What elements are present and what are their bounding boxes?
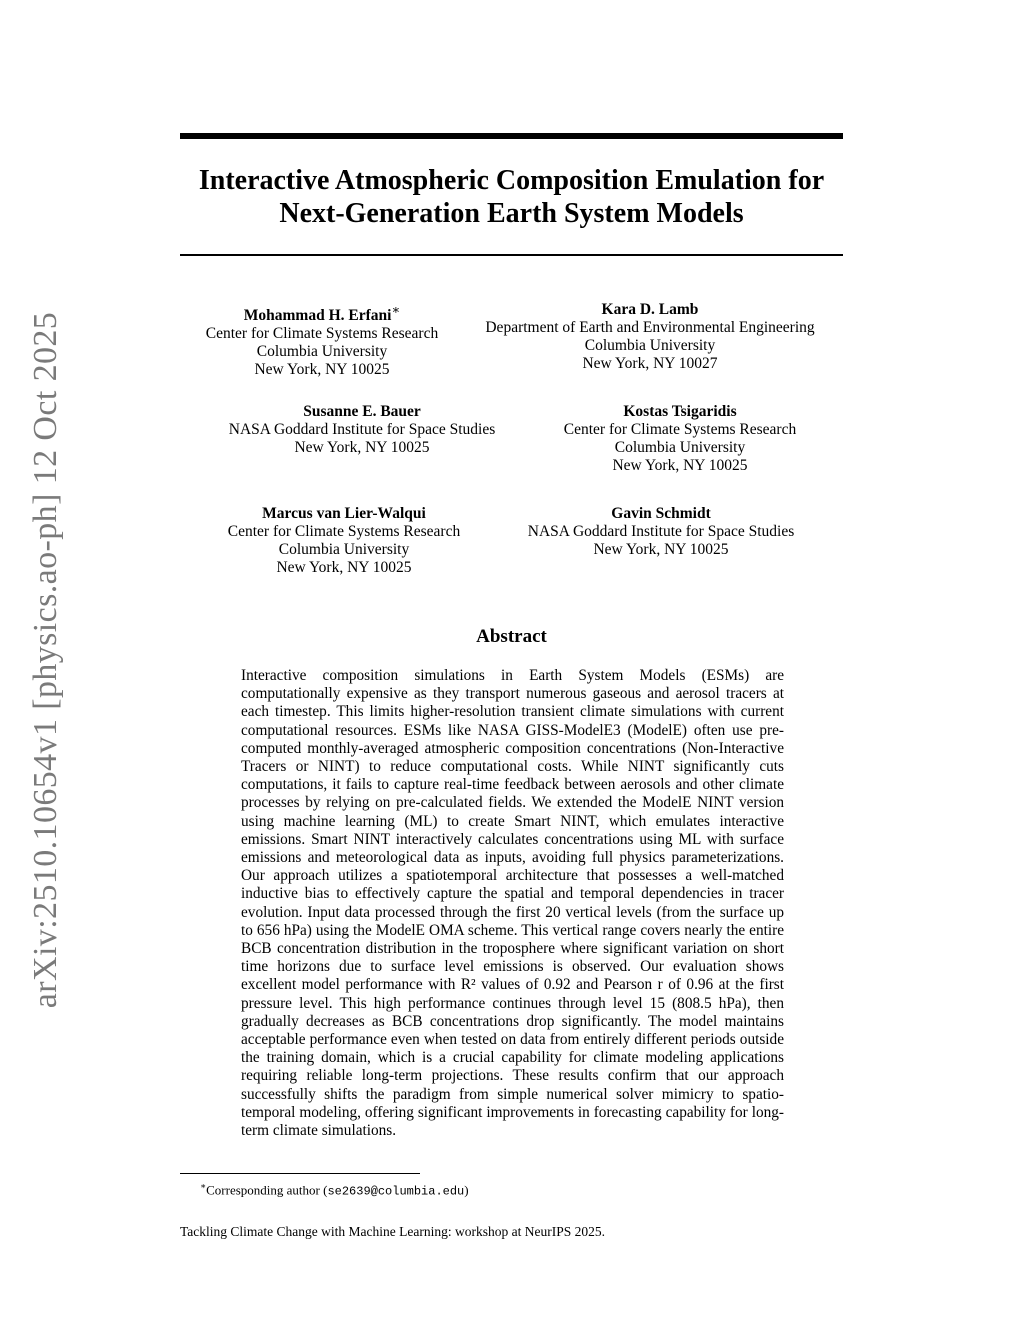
footnote-rule [180,1173,420,1174]
title-line-1: Interactive Atmospheric Composition Emulation for [198,165,825,196]
author-name: Gavin Schmidt [611,505,711,522]
footnote-text: Corresponding author ( [206,1182,328,1198]
author-affiliation-line: Columbia University [614,439,746,456]
venue-note: Tackling Climate Change with Machine Learning: workshop at NeurIPS 2025. [180,1224,605,1239]
footnote [200,1178,469,1199]
arxiv-identifier-stamp: arXiv:2510.10654v1 [physics.ao-ph] 12 Oct 2025 [27,311,64,1009]
author-block-schmidt [528,505,794,559]
author-marker: ∗ [391,302,401,317]
author-affiliation-line: Center for Climate Systems Research [227,523,461,540]
title-line-2: Next-Generation Earth System Models [279,198,744,229]
author-affiliation-line: NASA Goddard Institute for Space Studies [228,421,496,438]
author-affiliation-line: New York, NY 10025 [254,361,390,379]
author-name: Susanne E. Bauer [303,403,421,420]
author-name: Mohammad H. Erfani [243,307,392,325]
title-top-rule [180,133,843,139]
abstract-heading: Abstract [476,626,547,647]
author-affiliation-line: New York, NY 10025 [593,541,729,558]
author-name: Kara D. Lamb [601,301,699,318]
author-block-tsigaridis [564,403,796,475]
author-affiliation-line: New York, NY 10027 [582,355,718,372]
author-affiliation-line: Columbia University [256,343,388,361]
author-name: Kostas Tsigaridis [623,403,737,420]
author-name: Marcus van Lier-Walqui [262,505,426,522]
footnote-email-link[interactable]: se2639@columbia.edu [327,1184,465,1199]
abstract-body: Interactive composition simulations in Earth System Models (ESMs) are computationally expensive as they transport numerous gaseous and aerosol tracers at each timestep. This limits higher-resolution transient climate simulations with current computational resources. ESMs like NASA GISS-ModelE3 (ModelE) often use pre-computed monthly-averaged atmospheric composition concentrations (Non-Interactive Tracers or NINT) to reduce computational costs. While NINT significantly cuts computations, it fails to capture real-time feedback between aerosols and other climate processes by relying on pre-calculated fields. We extended the ModelE NINT version using machine learning (ML) to create Smart NINT, which emulates interactive emissions. Smart NINT interactively calculates concentrations using ML with surface emissions and meteorological data as inputs, avoiding full physics parameterizations. Our approach utilizes a spatiotemporal architecture that possesses a well-matched inductive bias to effectively capture the spatial and temporal dependencies in tracer evolution. Input data processed through the first 20 vertical levels (from the surface up to 656 hPa) using the ModelE OMA scheme. This vertical range covers nearly the entire BCB concentration distribution in the troposphere where significant variation on short time horizons due to surface level emissions is observed. Our evaluation shows excellent model performance with R² values of 0.92 and Pearson r of 0.96 at the first pressure level. This high performance continues through level 15 (808.5 hPa), then gradually decreases as BCB concentrations drop significantly. The model maintains acceptable performance even when tested on data from entirely different periods outside the training domain, which is a crucial capability for climate modeling applications requiring reliable long-term projections. These results confirm that our approach successfully shifts the paradigm from simple numerical solver mimicry to spatio-temporal modeling, offering significant improvements in forecasting capability for long-term climate simulations. [241,667,784,1140]
author-affiliation-line: New York, NY 10025 [612,457,748,474]
author-affiliation-line: Department of Earth and Environmental Engineering [485,319,815,336]
title-bottom-rule [180,254,843,256]
paper-title [180,164,843,230]
author-block-erfani [206,301,438,379]
author-block-bauer [229,403,495,457]
author-affiliation-line: Columbia University [584,337,716,354]
author-block-lamb [485,301,814,373]
author-affiliation-line: New York, NY 10025 [276,559,412,576]
author-affiliation-line: Center for Climate Systems Research [205,325,439,343]
author-block-van-lier-walqui [228,505,460,577]
footnote-close: ) [464,1182,469,1198]
author-affiliation-line: Columbia University [278,541,410,558]
author-affiliation-line: New York, NY 10025 [294,439,430,456]
author-affiliation-line: Center for Climate Systems Research [563,421,797,438]
author-affiliation-line: NASA Goddard Institute for Space Studies [527,523,795,540]
footnote-marker: ∗ [200,1181,207,1191]
